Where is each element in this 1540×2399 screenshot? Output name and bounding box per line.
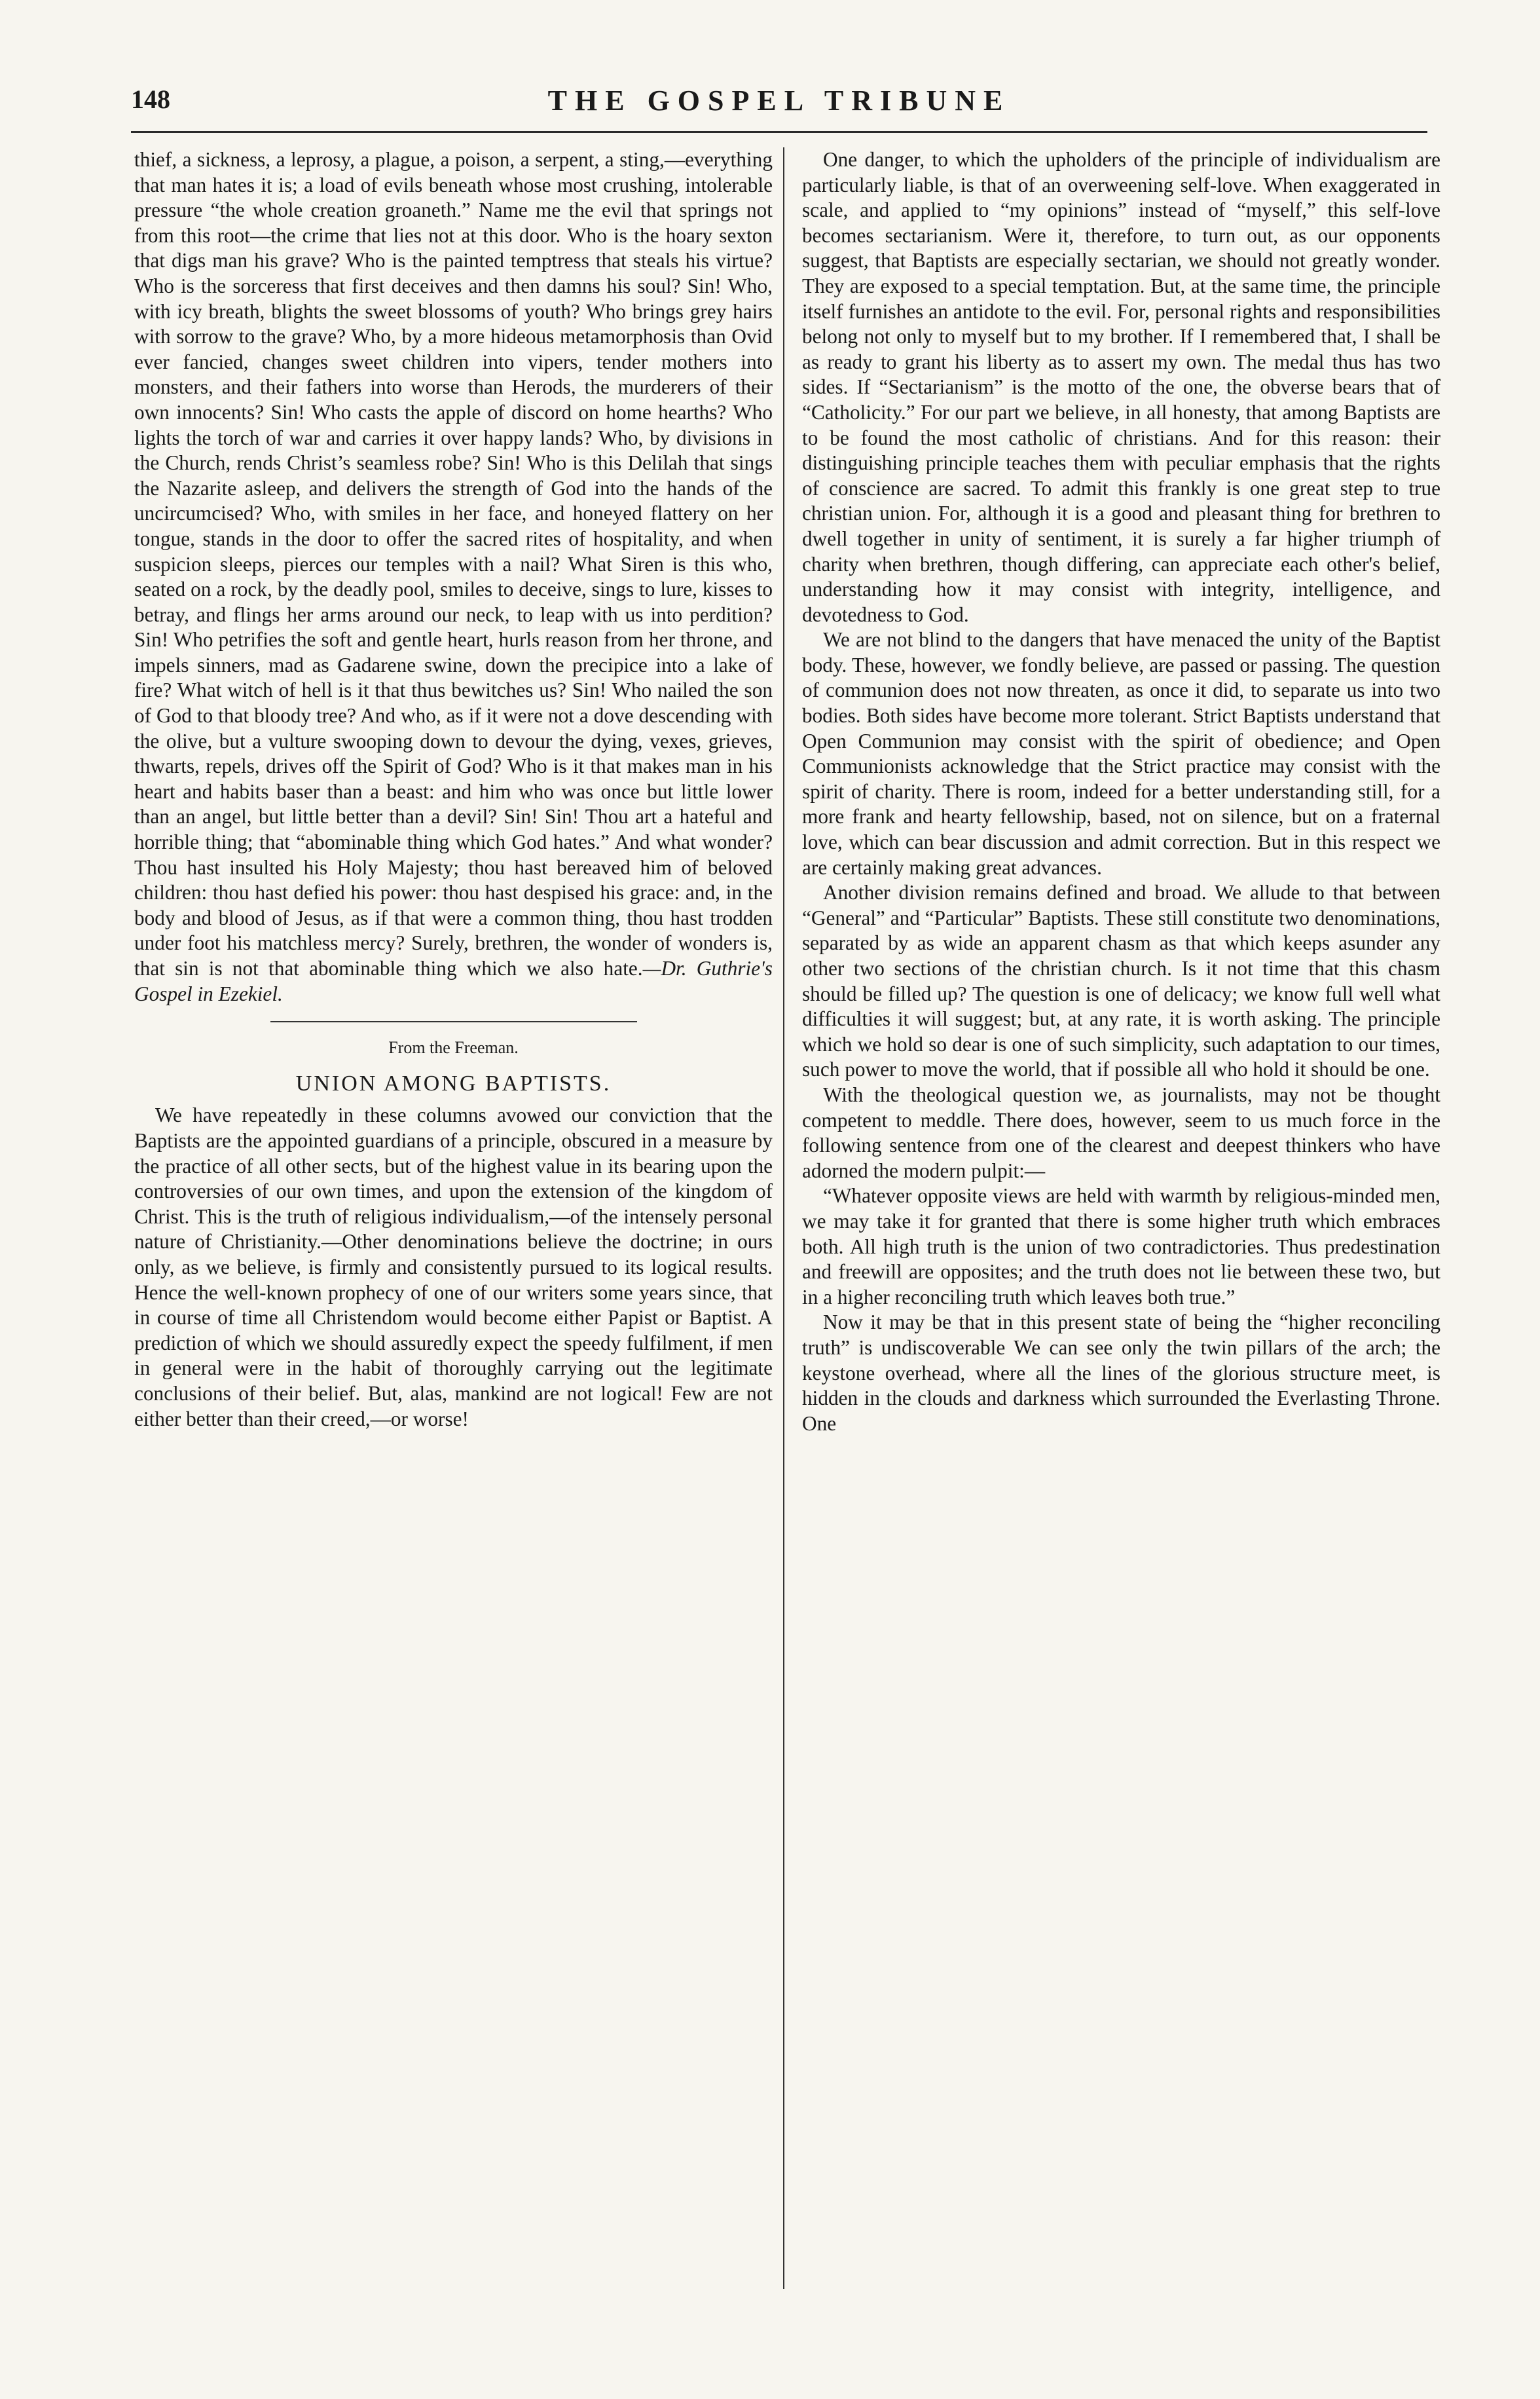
right-paragraph-3: Another division remains defined and broad. We allude to that between “General” and “Particular” Baptists. These still constitute two denominations, separated by as wide an apparent chasm as that which keeps asunder any other two sections of the christian church. Is it not time that this chasm should be filled up? The question is one of delicacy; we know full well what difficulties it will suggest; but, at any rate, it is worth asking. The principle which we hold so dear is one of such simplicity, such adaptation to our times, such power to move the world, that if possible all who hold it should be one.: [802, 881, 1440, 1081]
section-divider: [270, 1021, 637, 1022]
header-rule: [131, 131, 1427, 133]
page-number: 148: [131, 84, 170, 114]
right-paragraph-5: “Whatever opposite views are held with warmth by religious-minded men, we may take it for granted that there is some higher truth which embraces both. All high truth is the union of two contradictories. Thus predestination and freewill are opposites; and the truth does not lie between these two, but in a higher reconciling truth which leaves both true.”: [802, 1184, 1440, 1309]
left-column: [134, 147, 773, 1432]
column-divider: [783, 147, 784, 2289]
right-column: [802, 147, 1440, 1436]
source-note: From the Freeman.: [388, 1038, 519, 1058]
page-header: [131, 84, 1427, 130]
left-paragraph-1: [134, 147, 773, 1007]
running-title: THE GOSPEL TRIBUNE: [547, 84, 1011, 117]
article-title: UNION AMONG BAPTISTS.: [295, 1071, 612, 1096]
attribution: —Dr. Guthrie's Gospel in Ezekiel.: [134, 957, 773, 1005]
right-paragraph-2: We are not blind to the dangers that have menaced the unity of the Baptist body. These, however, we fondly believe, are passed or passing. The question of communion does not now threaten, as once it did, to separate us into two bodies. Both sides have become more tolerant. Strict Baptists understand that Open Communion may consist with the spirit of obedience; and Open Communionists acknowledge that the Strict practice may consist with the spirit of charity. There is room, indeed for a better understanding still, for a more frank and hearty fellowship, based, not on silence, but on a fraternal love, which can bear discussion and admit correction. But in this respect we are certainly making great advances.: [802, 628, 1440, 879]
left-paragraph-2: We have repeatedly in these columns avowed our conviction that the Baptists are the appointed guardians of a principle, obscured in a measure by the practice of all other sects, but of the highest value in its bearing upon the controversies of our own times, and upon the extension of the kingdom of Christ. This is the truth of religious individualism,—of the intensely personal nature of Christianity.—Other denominations believe the doctrine; in ours only, as we believe, is firmly and consistently pursued to its logical results. Hence the well-known prophecy of one of our writers some years since, that in course of time all Christendom would become either Papist or Baptist. A prediction of which we should assuredly expect the speedy fulfilment, if men in general were in the habit of thoroughly carrying out the legitimate conclusions of their belief. But, alas, mankind are not logical! Few are not either better than their creed,—or worse!: [134, 1104, 773, 1430]
right-paragraph-6: Now it may be that in this present state of being the “higher reconciling truth” is undiscoverable We can see only the twin pillars of the arch; the keystone overhead, where all the lines of the glorious structure meet, is hidden in the clouds and darkness which surrounded the Everlasting Throne. One: [802, 1311, 1440, 1435]
right-paragraph-1: One danger, to which the upholders of the principle of individualism are particularly liable, is that of an overweening self-love. When exaggerated in scale, and applied to “my opinions” instead of “myself,” this self-love becomes sectarianism. Were it, therefore, to turn out, as our opponents suggest, that Baptists are especially sectarian, we should not greatly wonder. They are exposed to a special temptation. But, at the same time, the principle itself furnishes an antidote to the evil. For, personal rights and responsibilities belong not only to myself but to my brother. If I remembered that, I shall be as ready to grant his liberty as to assert my own. The medal thus has two sides. If “Sectarianism” is the motto of the one, the obverse bears that of “Catholicity.” For our part we believe, in all honesty, that among Baptists are to be found the most catholic of christians. And for this reason: their distinguishing principle teaches them with peculiar emphasis that the rights of conscience are sacred. To admit this frankly is one great step to true christian union. For, although it is a good and pleasant thing for brethren to dwell together in unity of sentiment, it is surely a far higher triumph of charity when brethren, though differing, can appreciate each other's belief, understanding how it may consist with integrity, intelligence, and devotedness to God.: [802, 148, 1440, 626]
left-paragraph-1-text: thief, a sickness, a leprosy, a plague, a poison, a serpent, a sting,—everything that man hates it is; a load of evils beneath whose most crushing, intolerable pressure “the whole creation groaneth.” Name me the evil that springs not from this root—the crime that lies not at this door. Who is the hoary sexton that digs man his grave? Who is the painted temptress that steals his virtue? Who is the sorceress that first deceives and then damns his soul? Sin! Who, with icy breath, blights the sweet blossoms of youth? Who brings grey hairs with sorrow to the grave? Who, by a more hideous metamorphosis than Ovid ever fancied, changes sweet children into vipers, tender mothers into monsters, and their fathers into worse than Herods, the murderers of their own innocents? Sin! Who casts the apple of discord on home hearths? Who lights the torch of war and carries it over happy lands? Who, by divisions in the Church, rends Christ’s seamless robe? Sin! Who is this Delilah that sings the Nazarite asleep, and delivers the strength of God into the hands of the uncircumcised? Who, with smiles in her face, and honeyed flattery on her tongue, stands in the door to offer the sacred rites of hospitality, and when suspicion sleeps, pierces our temples with a nail? What Siren is this who, seated on a rock, by the deadly pool, smiles to deceive, sings to lure, kisses to betray, and flings her arms around our neck, to leap with us into perdition? Sin! Who petrifies the soft and gentle heart, hurls reason from her throne, and impels sinners, mad as Gadarene swine, down the precipice into a lake of fire? What witch of hell is it that thus bewitches us? Sin! Who nailed the son of God to that bloody tree? And who, as if it were not a dove descending with the olive, but a vulture swooping down to devour the dying, vexes, grieves, thwarts, repels, drives off the Spirit of God? Who is it that makes man in his heart and habits baser than a beast: and him who was once but little lower than an angel, but little better than a devil? Sin! Sin! Thou art a hateful and horrible thing; that “abominable thing which God hates.” And what wonder? Thou hast insulted his Holy Majesty; thou hast bereaved him of beloved children: thou hast defied his power: thou hast despised his grace: and, in the body and blood of Jesus, as if that were a common thing, thou hast trodden under foot his matchless mercy? Surely, brethren, the wonder of wonders is, that sin is not that abominable thing which we also hate.: [134, 148, 773, 980]
right-paragraph-4: With the theological question we, as journalists, may not be thought competent to meddle. There does, however, seem to us much force in the following sentence from one of the clearest and deepest thinkers who have adorned the modern pulpit:—: [802, 1083, 1440, 1182]
